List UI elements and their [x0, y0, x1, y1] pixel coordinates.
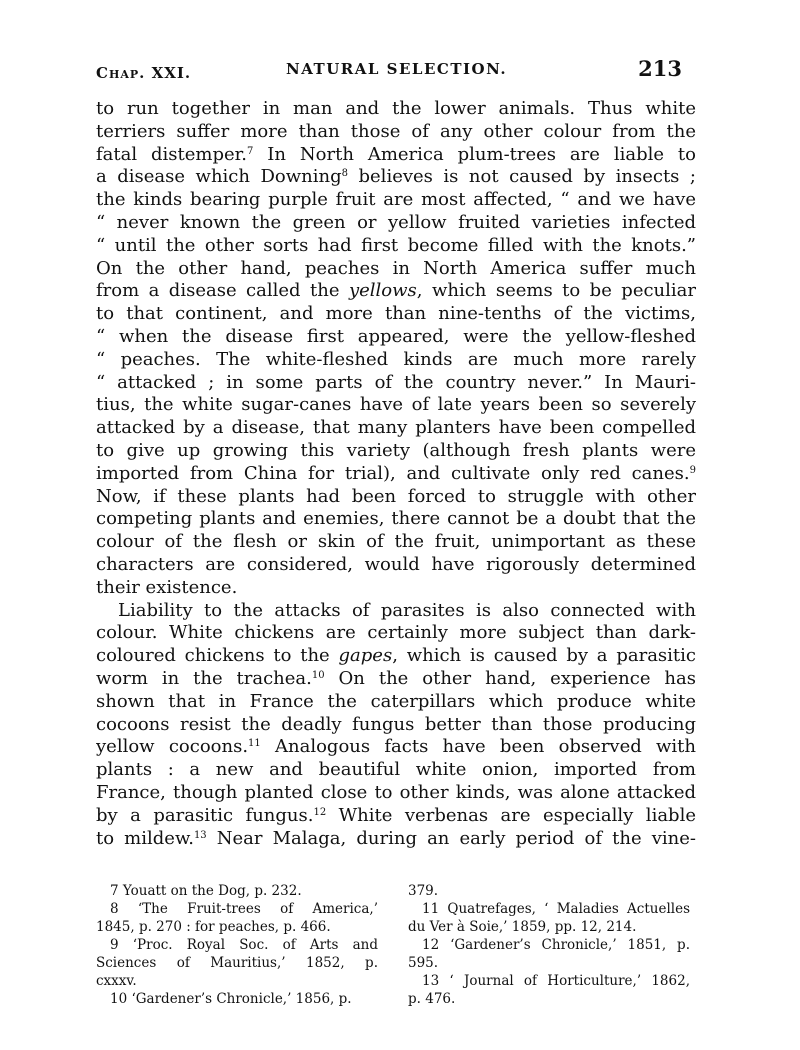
text-line: coloured chickens to the gapes, which is caused by a parasitic — [96, 645, 696, 667]
body-text — [96, 98, 696, 850]
text-line: imported from China for trial), and cultivate only red canes.$^9$ — [96, 462, 696, 484]
text-line: Now, if these plants had been forced to struggle with other — [96, 485, 696, 507]
footnote-line: 9 ‘Proc. Royal Soc. of Arts and — [110, 937, 378, 953]
text-line: “ peaches. The white-fleshed kinds are much more rarely — [96, 348, 696, 370]
text-line: attacked by a disease, that many planters have been compelled — [96, 417, 696, 439]
italic-term: gapes — [338, 645, 393, 667]
text-line: shown that in France the caterpillars which produce white — [96, 690, 696, 712]
footnote-line: 11 Quatrefages, ‘ Maladies Actuelles — [422, 901, 690, 917]
text-line: yellow cocoons.$^{11}$ Analogous facts have been observed with — [96, 736, 696, 758]
footnote-line: 1845, p. 270 : for peaches, p. 466. — [96, 919, 331, 935]
text-line: a disease which Downing$^8$ believes is not caused by insects ; — [96, 166, 696, 188]
footnotes-left-column — [96, 882, 378, 1008]
footnote-line: Sciences of Mauritius,’ 1852, p. — [96, 955, 378, 971]
text-line: Liability to the attacks of parasites is also connected with — [118, 599, 696, 621]
footnote-line: 379. — [408, 883, 439, 899]
footnote-line: du Ver à Soie,’ 1859, pp. 12, 214. — [408, 919, 637, 935]
footnote-line: 8 ‘The Fruit-trees of America,’ — [110, 901, 378, 917]
text-line: “ never known the green or yellow fruited varieties infected — [96, 211, 696, 233]
italic-term: yellows — [348, 280, 417, 302]
footnote-line: 13 ‘ Journal of Horticulture,’ 1862, — [422, 973, 690, 989]
footnote-ref: 7 — [247, 145, 254, 157]
text-line: “ when the disease first appeared, were the yellow-fleshed — [96, 325, 696, 347]
footnotes — [96, 882, 690, 1022]
text-line: “ attacked ; in some parts of the country never.” In Mauri- — [96, 371, 696, 393]
footnote-ref: 9 — [689, 464, 696, 476]
footnote-line: 7 Youatt on the Dog, p. 232. — [110, 883, 302, 899]
text-line: “ until the other sorts had first become filled with the knots.” — [96, 234, 696, 256]
text-line: competing plants and enemies, there cannot be a doubt that the — [96, 508, 696, 530]
footnote-line: 10 ‘Gardener’s Chronicle,’ 1856, p. — [110, 991, 352, 1007]
text-line: the kinds bearing purple fruit are most affected, “ and we have — [96, 189, 696, 211]
text-line: from a disease called the yellows, which seems to be peculiar — [96, 280, 696, 302]
text-line: to run together in man and the lower animals. Thus white — [96, 98, 696, 119]
text-line: their existence. — [96, 576, 238, 598]
text-line: colour of the flesh or skin of the fruit, unimportant as these — [96, 531, 696, 553]
footnotes-right-column — [408, 882, 690, 1008]
text-line: to mildew.$^{13}$ Near Malaga, during an early period of the vine- — [96, 827, 696, 849]
page-header — [96, 58, 688, 88]
text-line: characters are considered, would have rigorously determined — [96, 553, 696, 575]
footnote-ref: 13 — [193, 829, 207, 841]
text-line: On the other hand, peaches in North America suffer much — [96, 257, 696, 279]
text-line: cocoons resist the deadly fungus better than those producing — [96, 713, 696, 735]
footnote-ref: 10 — [311, 669, 325, 681]
text-line: worm in the trachea.$^{10}$ On the other hand, experience has — [96, 667, 696, 689]
text-line: fatal distemper.$^7$ In North America plum-trees are liable to — [96, 143, 696, 165]
footnote-ref: 12 — [313, 806, 327, 818]
footnote-line: cxxxv. — [96, 973, 137, 989]
text-line: tius, the white sugar-canes have of late years been so severely — [96, 394, 696, 416]
running-title: NATURAL SELECTION. — [286, 60, 508, 78]
footnote-ref: 8 — [341, 168, 348, 180]
text-line: plants : a new and beautiful white onion, imported from — [96, 759, 696, 781]
footnote-line: 12 ‘Gardener’s Chronicle,’ 1851, p. — [422, 937, 690, 953]
text-line: to that continent, and more than nine-tenths of the victims, — [96, 303, 696, 325]
page-number: 213 — [638, 56, 682, 81]
footnote-line: 595. — [408, 955, 439, 971]
text-line: by a parasitic fungus.$^{12}$ White verbenas are especially liable — [96, 804, 696, 826]
text-line: to give up growing this variety (although fresh plants were — [96, 439, 696, 461]
footnote-line: p. 476. — [408, 991, 456, 1007]
text-line: terriers suffer more than those of any other colour from the — [96, 120, 696, 142]
text-line: colour. White chickens are certainly more subject than dark- — [96, 622, 696, 644]
text-line: France, though planted close to other kinds, was alone attacked — [96, 781, 696, 803]
chapter-label: Chap. XXI. — [96, 64, 192, 82]
footnote-ref: 11 — [248, 738, 261, 750]
